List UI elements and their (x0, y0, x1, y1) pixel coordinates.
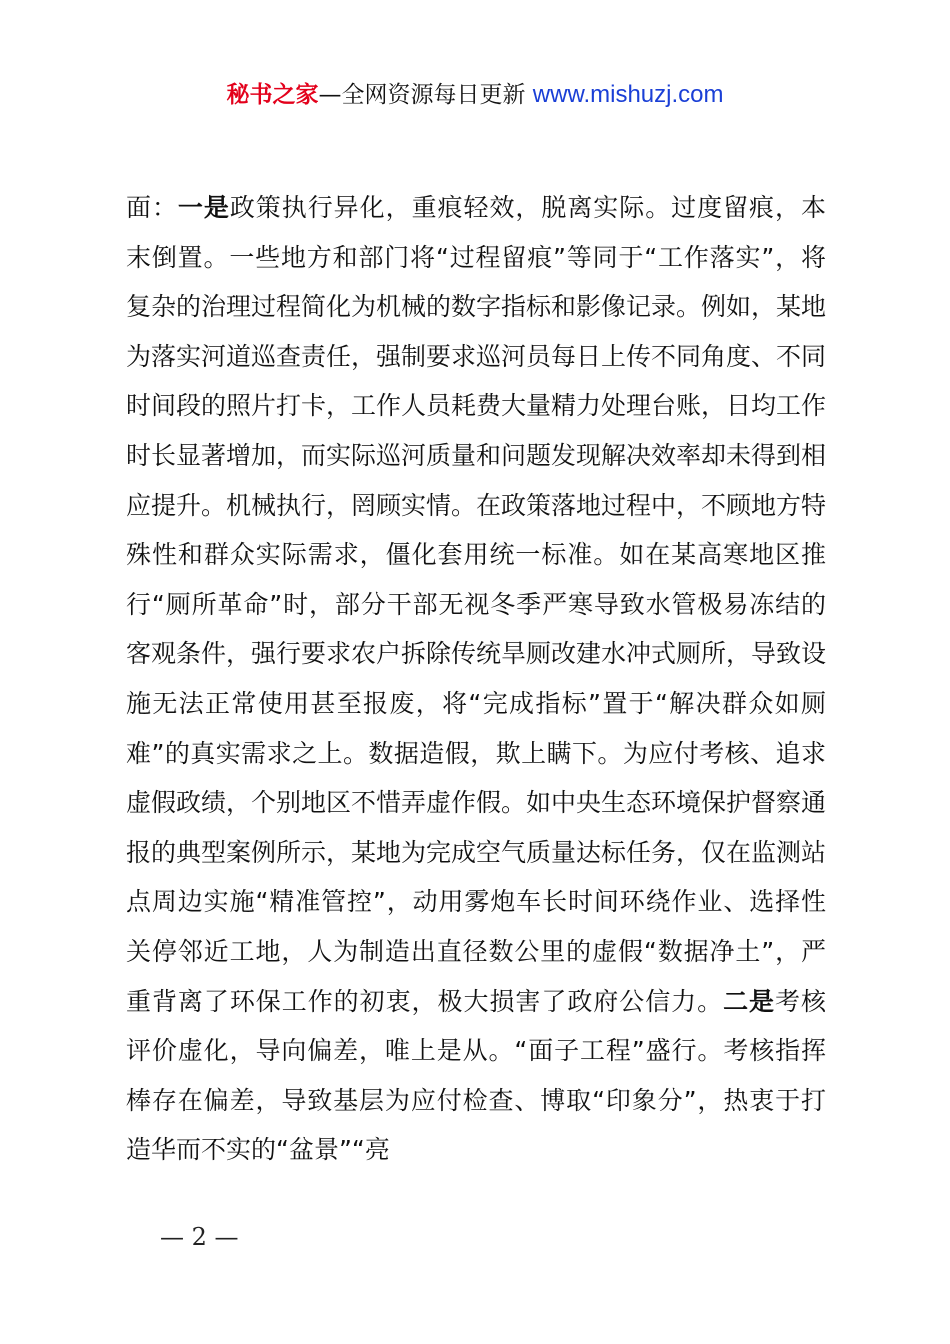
body-text-segment: 面： (126, 193, 178, 222)
site-header (0, 78, 950, 112)
body-text-segment: 政策执行异化，重痕轻效，脱离实际。过度留痕，本末倒置。一些地方和部门将“过程留痕”等同于“工作落实”，将复杂的治理过程简化为机械的数字指标和影像记录。例如，某地为落实河道巡查责任，强制要求巡河员每日上传不同角度、不同时间段的照片打卡，工作人员耗费大量精力处理台账，日均工作时长显著增加，而实际巡河质量和问题发现解决效率却未得到相应提升。机械执行，罔顾实情。在政策落地过程中，不顾地方特殊性和群众实际需求，僵化套用统一标准。如在某高寒地区推行“厕所革命”时，部分干部无视冬季严寒导致水管极易冻结的客观条件，强行要求农户拆除传统旱厕改建水冲式厕所，导致设施无法正常使用甚至报废，将“完成指标”置于“解决群众如厕难”的真实需求之上。数据造假，欺上瞒下。为应付考核、追求虚假政绩，个别地区不惜弄虚作假。如中央生态环境保护督察通报的典型案例所示，某地为完成空气质量达标任务，仅在监测站点周边实施“精准管控”，动用雾炮车长时间环绕作业、选择性关停邻近工地，人为制造出直径数公里的虚假“数据净土”，严重背离了环保工作的初衷，极大损害了政府公信力。 (126, 193, 827, 1016)
site-tagline: —全网资源每日更新 (318, 82, 526, 108)
page-number: — 2 — (160, 1223, 239, 1251)
body-text-segment: 考核评价虚化，导向偏差，唯上是从。“面子工程”盛行。考核指挥棒存在偏差，导致基层为应付检查、博取“印象分”，热衷于打造华而不实的“盆景”“亮 (126, 986, 826, 1165)
bold-marker: 一是 (177, 193, 230, 222)
bold-marker: 二是 (723, 986, 775, 1016)
site-brand: 秘书之家 (226, 82, 319, 108)
body-paragraph (126, 183, 826, 1175)
site-url-link[interactable]: www.mishuzj.com (532, 81, 724, 108)
